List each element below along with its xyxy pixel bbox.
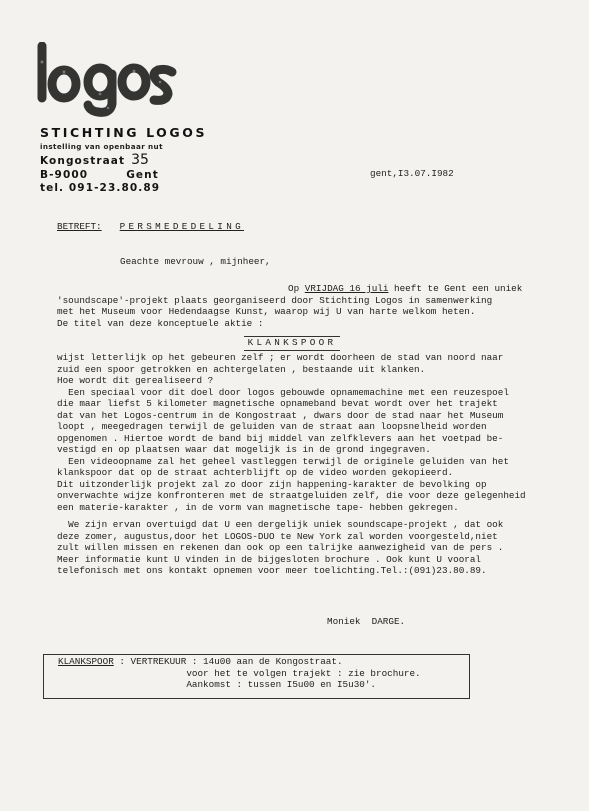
klankspoor-title: KLANKSPOOR bbox=[244, 336, 340, 351]
info-line-2: voor het te volgen trajekt : zie brochure. bbox=[58, 667, 421, 679]
body-line: Meer informatie kunt U vinden in de bijgesloten brochure . Ook kunt U vooral bbox=[57, 553, 482, 565]
body-line: We zijn ervan overtuigd dat U een dergelijk uniek soundscape-projekt , dat ook bbox=[57, 519, 504, 530]
body-line: Hoe wordt dit gerealiseerd ? bbox=[57, 375, 214, 386]
org-tagline: instelling van openbaar nut bbox=[40, 142, 163, 151]
info-line-3: Aankomst : tussen I5u00 en I5u30'. bbox=[58, 679, 377, 690]
body-line: klankspoor dat op de straat achterblijft op de video worden gekopieerd. bbox=[57, 467, 454, 478]
signature: Moniek DARGE. bbox=[327, 616, 406, 627]
logos-logo bbox=[30, 42, 180, 118]
paragraph-closing bbox=[57, 519, 503, 577]
info-departure: : VERTREKUUR : 14u00 aan de Kongostraat. bbox=[113, 656, 343, 667]
body-line: vestigd en op plaatsen waar dat mogelijk is in de grond ingegraven. bbox=[57, 444, 431, 455]
intro-lead: Op bbox=[288, 283, 305, 294]
body-line: opgenomen . Hiertoe wordt de band bij middel van zelfklevers aan het voetpad be- bbox=[57, 432, 504, 444]
body-line: deze zomer, augustus,door het LOGOS-DUO te New York zal worden voorgesteld,niet bbox=[57, 530, 498, 542]
paragraph-description bbox=[57, 352, 526, 513]
org-name: STICHTING LOGOS bbox=[40, 125, 208, 140]
event-date: VRIJDAG 16 juli bbox=[304, 283, 389, 294]
info-line-1 bbox=[58, 656, 421, 668]
address-street bbox=[40, 152, 149, 168]
info-label: KLANKSPOOR bbox=[58, 656, 114, 667]
body-line: dat van het Logos-centrum in de Kongostraat , dwars door de stad naar het Museum bbox=[57, 409, 504, 421]
paragraph-intro bbox=[57, 283, 522, 329]
intro-rest: heeft te Gent een uniek bbox=[388, 283, 523, 294]
body-line: De titel van deze konceptuele aktie : bbox=[57, 317, 264, 329]
body-line: zuid een spoor getrokken en achtergelaten , bestaande uit klanken. bbox=[57, 363, 426, 375]
body-line: zult willen missen en rekenen dan ook op een talrijke aanwezigheid van de pers . bbox=[57, 542, 504, 553]
body-line: onverwachte wijze konfronteren met de straatgeluiden zelf, die voor deze gelegenheid bbox=[57, 490, 526, 501]
body-line: een materie-karakter , in de vorm van magnetische tape- hebben gekregen. bbox=[57, 501, 459, 513]
subject-value: PERSMEDEDELING bbox=[119, 221, 244, 232]
info-box-text bbox=[58, 656, 421, 691]
postal-code: B-9000 bbox=[40, 169, 89, 181]
street-number: 35 bbox=[131, 152, 149, 168]
body-line: loopt , meegedragen terwijl de geluiden van de straat aan loopsnelheid worden bbox=[57, 421, 487, 432]
greeting: Geachte mevrouw , mijnheer, bbox=[120, 256, 271, 267]
body-line: die maar liefst 5 kilometer magnetische opnameband bevat wordt over het trajekt bbox=[57, 398, 498, 409]
body-line: Een videoopname zal het geheel vastleggen terwijl de originele geluiden van het bbox=[57, 455, 509, 467]
body-line: Een speciaal voor dit doel door logos gebouwde opnamemachine met een reuzespoel bbox=[57, 386, 509, 398]
street-name: Kongostraat bbox=[40, 155, 126, 167]
letter-date: gent,I3.07.I982 bbox=[370, 168, 454, 179]
body-line: wijst letterlijk op het gebeuren zelf ; er wordt doorheen de stad van noord naar bbox=[57, 352, 504, 363]
body-line: Dit uitzonderlijk projekt zal zo door zijn happening-karakter de bevolking op bbox=[57, 478, 487, 490]
body-line: 'soundscape'-projekt plaats georganiseerd door Stichting Logos in samenwerking bbox=[57, 294, 493, 306]
body-line: met het Museum voor Hedendaagse Kunst, waarop wij U van harte welkom heten. bbox=[57, 306, 476, 317]
intro-first-line bbox=[57, 283, 522, 295]
city-name: Gent bbox=[126, 169, 159, 181]
body-line: telefonisch met ons kontakt opnemen voor meer toelichting.Tel.:(091)23.80.89. bbox=[57, 565, 487, 576]
org-phone: tel. 091-23.80.89 bbox=[40, 182, 161, 194]
subject-label: BETREFT: bbox=[57, 221, 102, 232]
subject-line bbox=[57, 221, 244, 233]
address-city bbox=[40, 169, 159, 181]
